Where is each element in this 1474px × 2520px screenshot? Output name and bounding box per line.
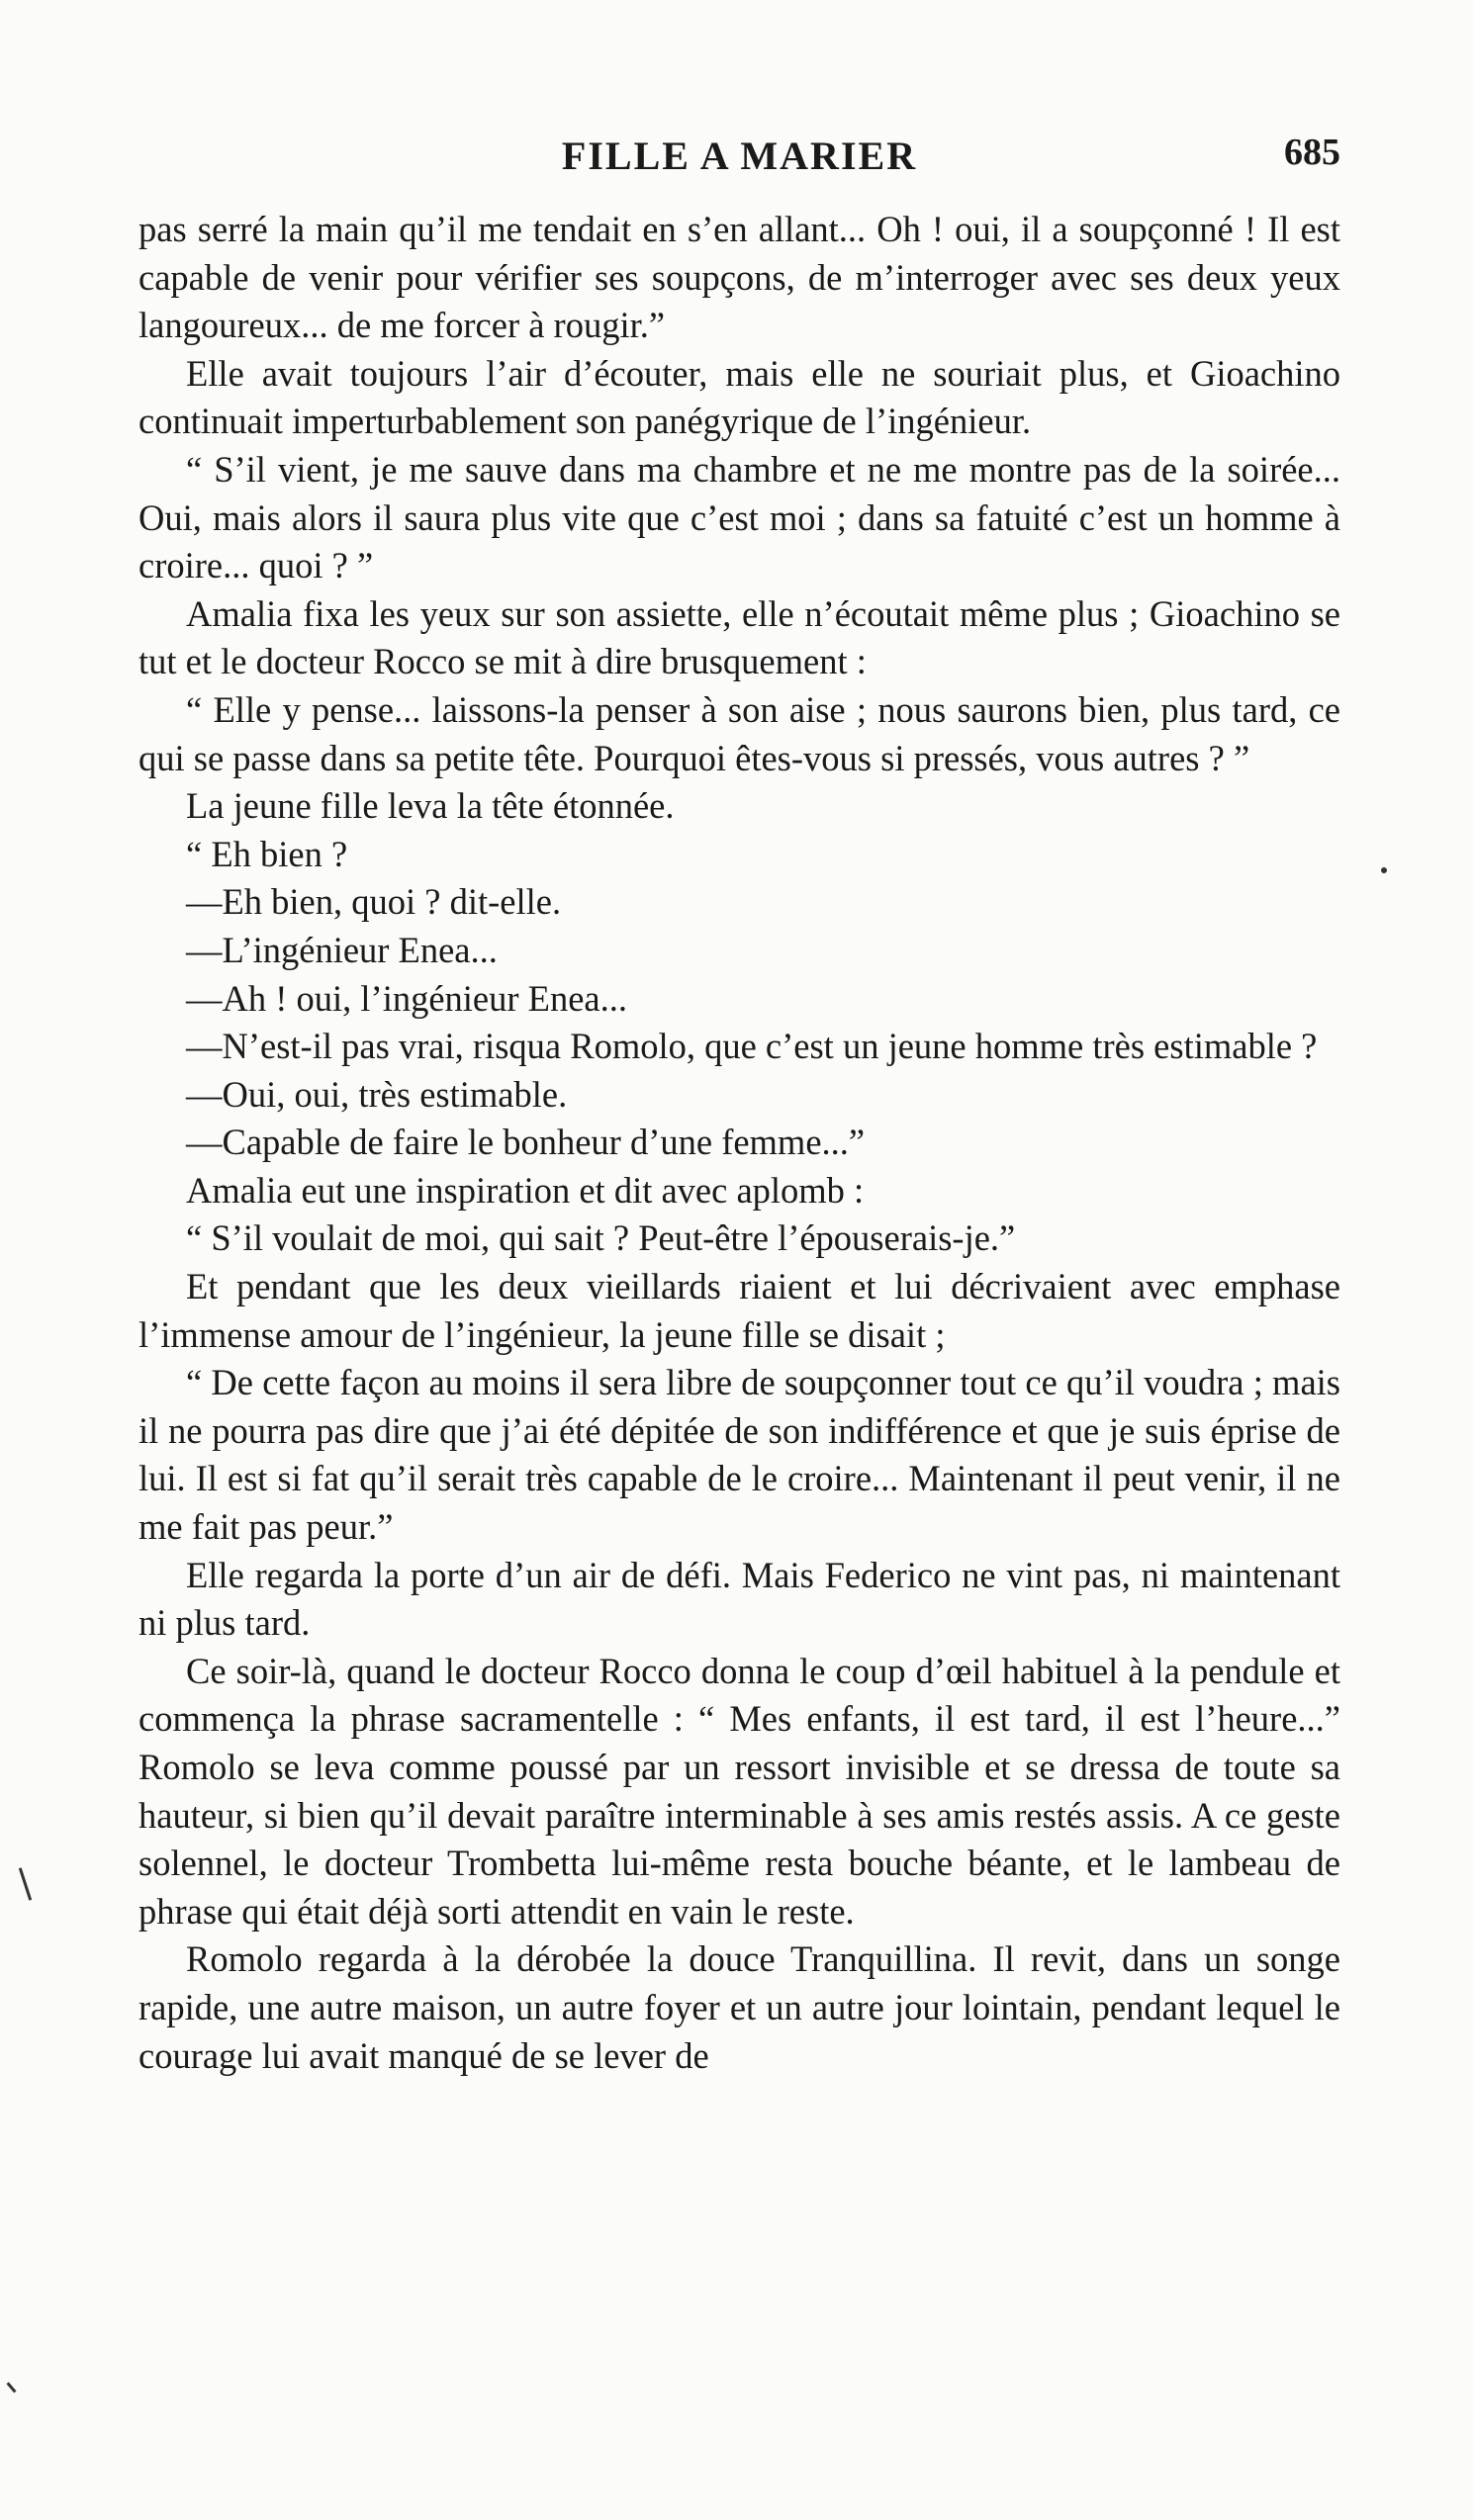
running-header: [138, 127, 1340, 186]
paragraph: Amalia fixa les yeux sur son assiette, elle n’écoutait même plus ; Gioachino se tut et le docteur Rocco se mit à dire brusquement :: [138, 592, 1340, 682]
dialogue-line: “ S’il voulait de moi, qui sait ? Peut-être l’épouserais-je.”: [186, 1217, 1016, 1259]
paragraph: Elle avait toujours l’air d’écouter, mais elle ne souriait plus, et Gioachino continuait imperturbablement son panégyrique de l’ingénieur.: [138, 352, 1340, 442]
paragraph: “ S’il vient, je me sauve dans ma chambre et ne me montre pas de la soirée... Oui, mais alors il saura plus vite que c’est moi ; dans sa fatuité c’est un homme à croire... quoi ? ”: [138, 448, 1340, 586]
paragraph: Elle regarda la porte d’un air de défi. Mais Federico ne vint pas, ni maintenant ni plus tard.: [138, 1554, 1340, 1644]
paragraph: “ Elle y pense... laissons-la penser à son aise ; nous saurons bien, plus tard, ce qui se passe dans sa petite tête. Pourquoi êtes-vous si pressés, vous autres ? ”: [138, 688, 1340, 778]
dialogue-line: “ Eh bien ?: [186, 833, 348, 874]
scan-speck: [6, 2382, 16, 2392]
running-title: FILLE A MARIER: [561, 134, 918, 178]
dialogue-line: —Capable de faire le bonheur d’une femme...”: [186, 1122, 866, 1163]
dialogue-line: —Oui, oui, très estimable.: [186, 1073, 568, 1115]
dialogue-line: —L’ingénieur Enea...: [186, 929, 498, 970]
paragraph: Et pendant que les deux vieillards riaient et lui décrivaient avec emphase l’immense amour de l’ingénieur, la jeune fille se disait ;: [138, 1266, 1340, 1355]
text-body: [138, 206, 1340, 2080]
scan-speck: [19, 1867, 32, 1900]
dialogue-line: —Ah ! oui, l’ingénieur Enea...: [186, 977, 627, 1019]
dialogue-line: —N’est-il pas vrai, risqua Romolo, que c’est un jeune homme très estimable ?: [186, 1026, 1318, 1067]
page-number: 685: [1284, 132, 1340, 173]
paragraph: “ De cette façon au moins il sera libre de soupçonner tout ce qu’il voudra ; mais il ne pourra pas dire que j’ai été dépitée de son indifférence et que je suis éprise de lui. Il est si fat qu’il serait très capable de le croire... Maintenant il peut venir, il ne me fait pas peur.”: [138, 1362, 1340, 1548]
paragraph: Ce soir-là, quand le docteur Rocco donna le coup d’œil habituel à la pendule et commença la phrase sacramentelle : “ Mes enfants, il est tard, il est l’heure...” Romolo se leva comme poussé par un ressort invisible et se dressa de toute sa hauteur, si bien qu’il devait paraître interminable à ses amis restés assis. A ce geste solennel, le docteur Trombetta lui-même resta bouche béante, et le lambeau de phrase qui était déjà sorti attendit en vain le reste.: [138, 1650, 1340, 1932]
paragraph: Amalia eut une inspiration et dit avec aplomb :: [186, 1169, 865, 1211]
paragraph: La jeune fille leva la tête étonnée.: [186, 785, 675, 827]
paragraph: Romolo regarda à la dérobée la douce Tranquillina. Il revit, dans un songe rapide, une autre maison, un autre foyer et un autre jour lointain, pendant lequel le courage lui avait manqué de se lever de: [138, 1938, 1340, 2076]
scan-speck: [1381, 867, 1387, 873]
paragraph: pas serré la main qu’il me tendait en s’en allant... Oh ! oui, il a soupçonné ! Il est capable de venir pour vérifier ses soupçons, de m’interroger avec ses deux yeux langoureux... de me forcer à rougir.”: [138, 209, 1340, 346]
dialogue-line: —Eh bien, quoi ? dit-elle.: [186, 881, 562, 923]
